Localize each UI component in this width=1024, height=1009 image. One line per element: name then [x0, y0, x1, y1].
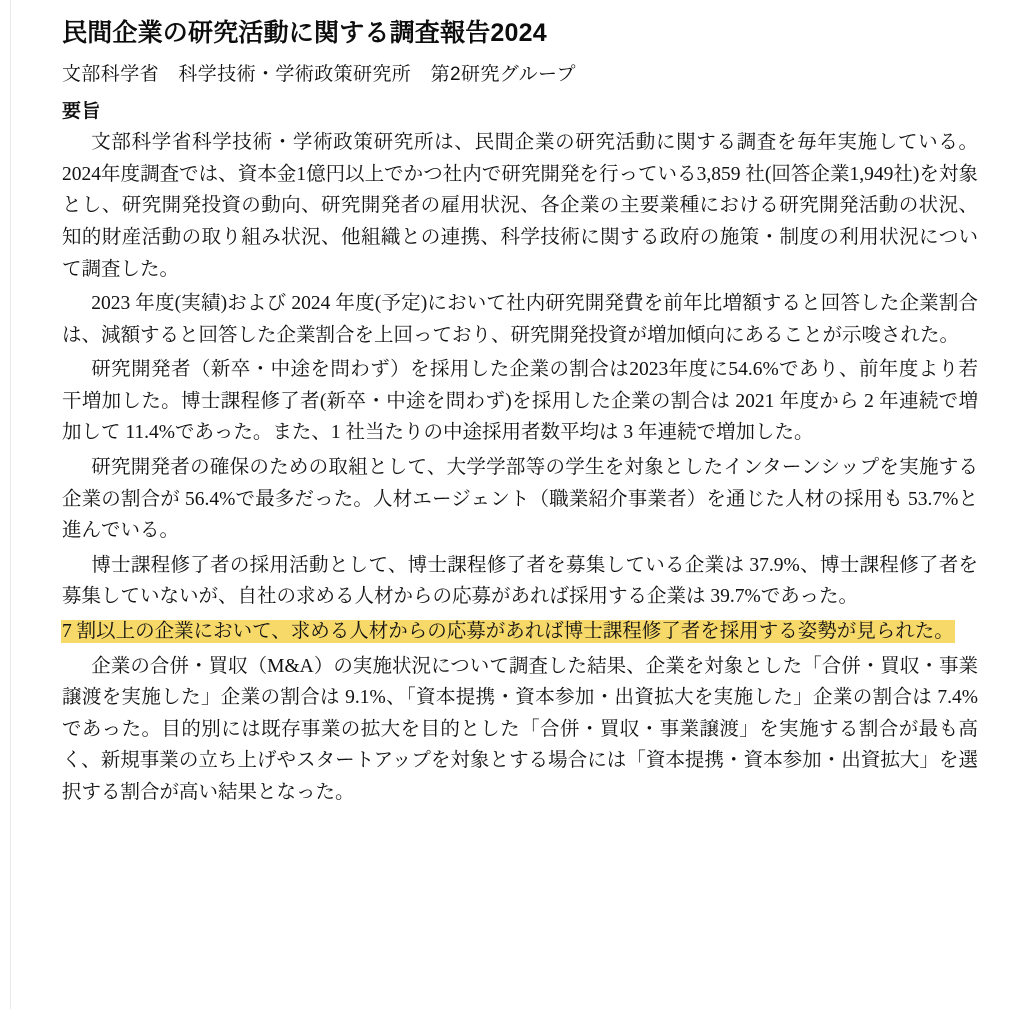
- paragraph: 2023 年度(実績)および 2024 年度(予定)において社内研究開発費を前年比増額すると回答した企業割合は、減額すると回答した企業割合を上回っており、研究開発投資が増加傾向にあることが示唆された。: [62, 293, 978, 346]
- paragraph: 研究開発者（新卒・中途を問わず）を採用した企業の割合は2023年度に54.6%であり、前年度より若干増加した。博士課程修了者(新卒・中途を問わず)を採用した企業の割合は 2021 年度から 2 年連続で増加して 11.4%であった。また、1 社当たりの中途採用者数平均は 3 年連続で増加した。: [62, 359, 978, 444]
- page-title: 民間企業の研究活動に関する調査報告2024: [62, 19, 547, 47]
- paragraph: 企業の合併・買収（M&A）の実施状況について調査した結果、企業を対象とした「合併・買収・事業譲渡を実施した」企業の割合は 9.1%、「資本提携・資本参加・出資拡大を実施した」企業の割合は 7.4%であった。目的別には既存事業の拡大を目的とした「合併・買収・事業譲渡」を実施する割合が最も高く、新規事業の立ち上げやスタートアップを対象とする場合には「資本提携・資本参加・出資拡大」を選択する割合が高い結果となった。: [62, 655, 978, 803]
- page-left-margin-rule: [0, 0, 11, 1009]
- paragraph: 博士課程修了者の採用活動として、博士課程修了者を募集している企業は 37.9%、博士課程修了者を募集していないが、自社の求める人材からの応募があれば採用する企業は 39.7%であった。: [62, 554, 978, 608]
- document-affiliation: 文部科学省 科学技術・学術政策研究所 第2研究グループ: [62, 64, 576, 86]
- highlighted-paragraph: [62, 616, 978, 648]
- paragraph: 研究開発者の確保のための取組として、大学学部等の学生を対象としたインターンシップを実施する企業の割合が 56.4%で最多だった。人材エージェント（職業紹介事業者）を通じた人材の採用も 53.7%と進んでいる。: [62, 457, 978, 542]
- section-heading-abstract: 要旨: [62, 101, 101, 123]
- paragraph: 文部科学省科学技術・学術政策研究所は、民間企業の研究活動に関する調査を毎年実施している。2024年度調査では、資本金1億円以上でかつ社内で研究開発を行っている3,859 社(回答企業1,949社)を対象とし、研究開発投資の動向、研究開発者の雇用状況、各企業の主要業種における研究開発活動の状況、知的財産活動の取り組み状況、他組織との連携、科学技術に関する政府の施策・制度の利用状況について調査した。: [62, 132, 978, 280]
- abstract-body: [62, 127, 978, 808]
- highlight-mark: 7 割以上の企業において、求める人材からの応募があれば博士課程修了者を採用する姿勢が見られた。: [62, 620, 954, 642]
